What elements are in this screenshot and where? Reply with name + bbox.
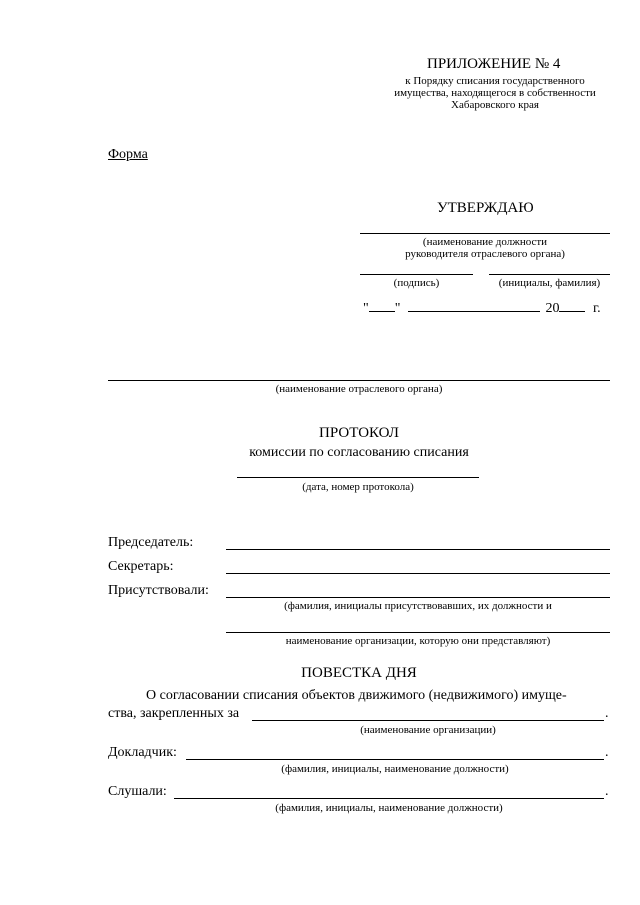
appendix-line-2: имущества, находящегося в собственности — [394, 87, 596, 99]
approve-date — [363, 297, 601, 317]
agenda-text-line-2: ства, закрепленных за — [108, 706, 240, 721]
position-caption-1: (наименование должности — [422, 236, 548, 248]
reporter-caption: (фамилия, инициалы, наименование должности) — [281, 763, 509, 775]
protocol-subtitle: комиссии по согласованию списания — [249, 445, 469, 460]
reporter-label: Докладчик: — [108, 745, 177, 760]
date-close-quote: " — [394, 301, 401, 316]
present-field-2[interactable] — [226, 632, 610, 633]
approve-title: УТВЕРЖДАЮ — [437, 200, 534, 216]
month-field[interactable] — [408, 297, 540, 312]
protocol-date-caption: (дата, номер протокола) — [302, 481, 414, 493]
present-caption-2: наименование организации, которую они представляют) — [285, 635, 551, 647]
agenda-line-2-end: . — [605, 706, 609, 721]
year-prefix: 20 — [545, 301, 560, 316]
position-caption-2: руководителя отраслевого органа) — [405, 248, 565, 260]
appendix-title: ПРИЛОЖЕНИЕ № 4 — [427, 56, 561, 72]
year-field[interactable] — [559, 297, 585, 312]
initials-line[interactable] — [489, 274, 610, 275]
organization-field[interactable] — [252, 720, 604, 721]
heard-field[interactable] — [174, 798, 604, 799]
present-label: Присутствовали: — [108, 583, 209, 598]
organ-line[interactable] — [108, 380, 610, 381]
year-suffix: г. — [592, 301, 601, 316]
heard-end: . — [605, 784, 609, 799]
agenda-title: ПОВЕСТКА ДНЯ — [301, 665, 417, 681]
organ-caption: (наименование отраслевого органа) — [275, 383, 443, 395]
appendix-line-3: Хабаровского края — [451, 99, 539, 111]
position-line[interactable] — [360, 233, 610, 234]
agenda-text-line-1: О согласовании списания объектов движимого (недвижимого) имуще- — [146, 688, 567, 703]
reporter-end: . — [605, 745, 609, 760]
present-caption-1: (фамилия, инициалы присутствовавших, их должности и — [284, 600, 552, 612]
chairman-field[interactable] — [226, 549, 610, 550]
protocol-date-line[interactable] — [237, 477, 479, 478]
day-field[interactable] — [369, 297, 395, 312]
secretary-label: Секретарь: — [108, 559, 174, 574]
present-field-1[interactable] — [226, 597, 610, 598]
reporter-field[interactable] — [186, 759, 604, 760]
heard-label: Слушали: — [108, 784, 167, 799]
signature-caption: (подпись) — [393, 277, 440, 289]
organization-caption: (наименование организации) — [360, 724, 496, 736]
form-label: Форма — [108, 147, 148, 162]
appendix-line-1: к Порядку списания государственного — [405, 75, 585, 87]
initials-caption: (инициалы, фамилия) — [498, 277, 601, 289]
protocol-title: ПРОТОКОЛ — [319, 425, 399, 441]
chairman-label: Председатель: — [108, 535, 194, 550]
signature-line[interactable] — [360, 274, 473, 275]
heard-caption: (фамилия, инициалы, наименование должности) — [275, 802, 503, 814]
date-open-quote: " — [363, 301, 369, 316]
secretary-field[interactable] — [226, 573, 610, 574]
